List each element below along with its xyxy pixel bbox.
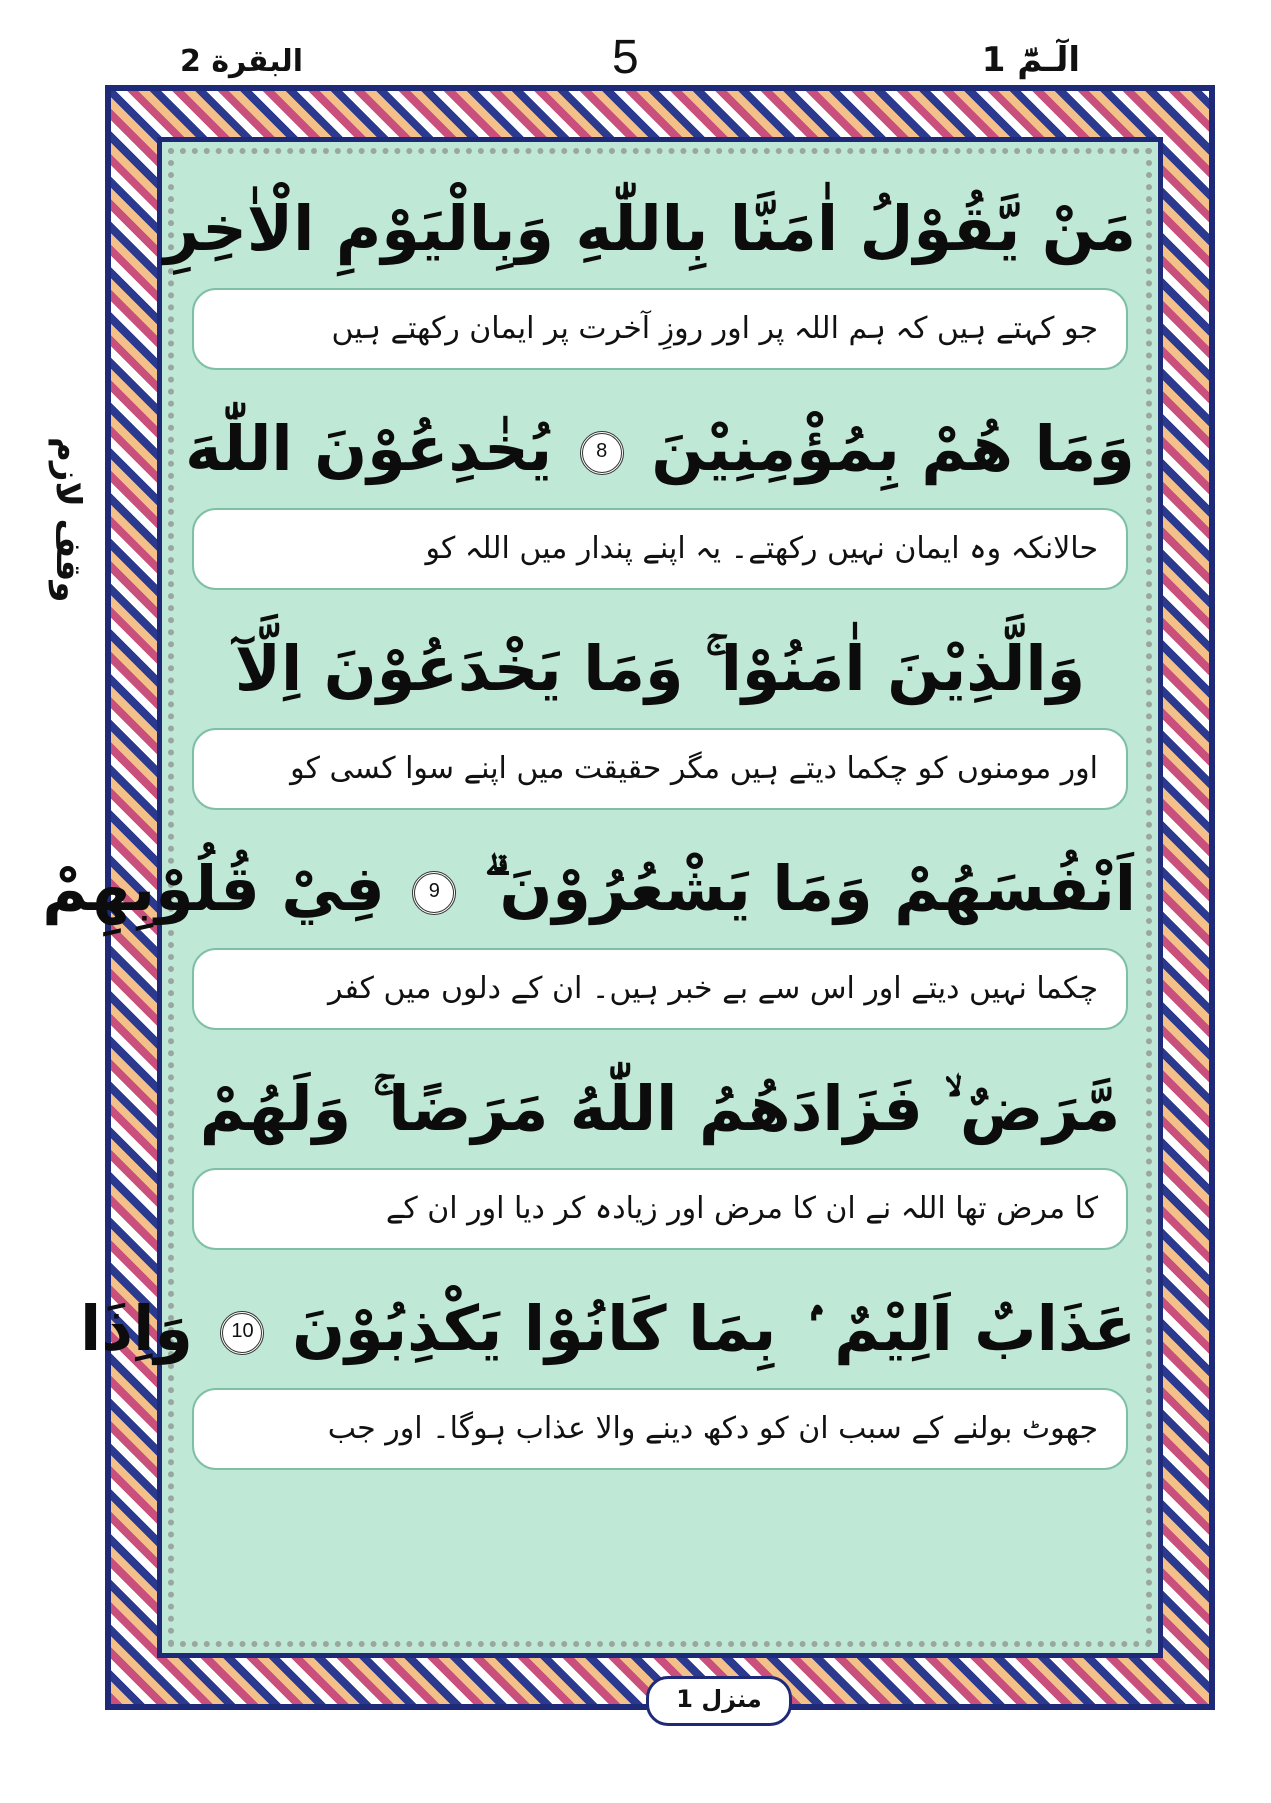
arabic-line-1: مَنْ يَّقُوْلُ اٰمَنَّا بِاللّٰهِ وَبِالْيَوْمِ الْاٰخِرِ xyxy=(163,192,1136,265)
ayah-number-marker: 8 xyxy=(580,431,624,475)
manzil-badge: منزل 1 xyxy=(646,1676,792,1726)
ayah-number-marker: 10 xyxy=(220,1311,264,1355)
arabic-line-4 xyxy=(42,830,1136,948)
arabic-text: وَمَا هُمْ بِمُؤْمِنِيْنَ xyxy=(651,412,1135,485)
margin-note: وقف لازم xyxy=(48,437,88,603)
urdu-translation-5: کا مرض تھا اللہ نے ان کا مرض اور زیادہ کر دیا اور ان کے xyxy=(192,1168,1128,1250)
urdu-translation-3: اور مومنوں کو چکما دیتے ہیں مگر حقیقت میں اپنے سوا کسی کو xyxy=(192,728,1128,810)
page-number: 5 xyxy=(612,31,639,84)
arabic-text: عَذَابٌ اَلِيْمٌ ۢ بِمَا كَانُوْا يَكْذِبُوْنَ xyxy=(292,1292,1136,1365)
para-name: الٓـمّٓ 1 xyxy=(981,40,1080,80)
arabic-text: اَنْفُسَهُمْ وَمَا يَشْعُرُوْنَ ۗ xyxy=(483,852,1136,925)
urdu-translation-6: جھوٹ بولنے کے سبب ان کو دکھ دینے والا عذاب ہوگا۔ اور جب xyxy=(192,1388,1128,1470)
urdu-translation-4: چکما نہیں دیتے اور اس سے بے خبر ہیں۔ ان کے دلوں میں کفر xyxy=(192,948,1128,1030)
arabic-text: يُخٰدِعُوْنَ اللّٰهَ xyxy=(185,412,553,485)
ayah-number-marker: 9 xyxy=(412,871,456,915)
page-header xyxy=(150,30,1110,90)
urdu-translation-2: حالانکہ وہ ایمان نہیں رکھتے۔ یہ اپنے پندار میں اللہ کو xyxy=(192,508,1128,590)
arabic-line-3: وَالَّذِيْنَ اٰمَنُوْا ۚ وَمَا يَخْدَعُوْنَ اِلَّآ xyxy=(234,632,1086,705)
surah-name: البقرة 2 xyxy=(180,44,304,79)
arabic-line-5: مَّرَضٌ ۙ فَزَادَهُمُ اللّٰهُ مَرَضًا ۚ وَلَهُمْ xyxy=(199,1072,1121,1145)
arabic-text: فِيْ قُلُوْبِهِمْ xyxy=(42,852,385,925)
arabic-line-2 xyxy=(184,390,1136,508)
arabic-line-6 xyxy=(80,1270,1136,1388)
urdu-translation-1: جو کہتے ہیں کہ ہم اللہ پر اور روزِ آخرت پر ایمان رکھتے ہیں xyxy=(192,288,1128,370)
arabic-text: وَاِذَا xyxy=(80,1292,193,1365)
